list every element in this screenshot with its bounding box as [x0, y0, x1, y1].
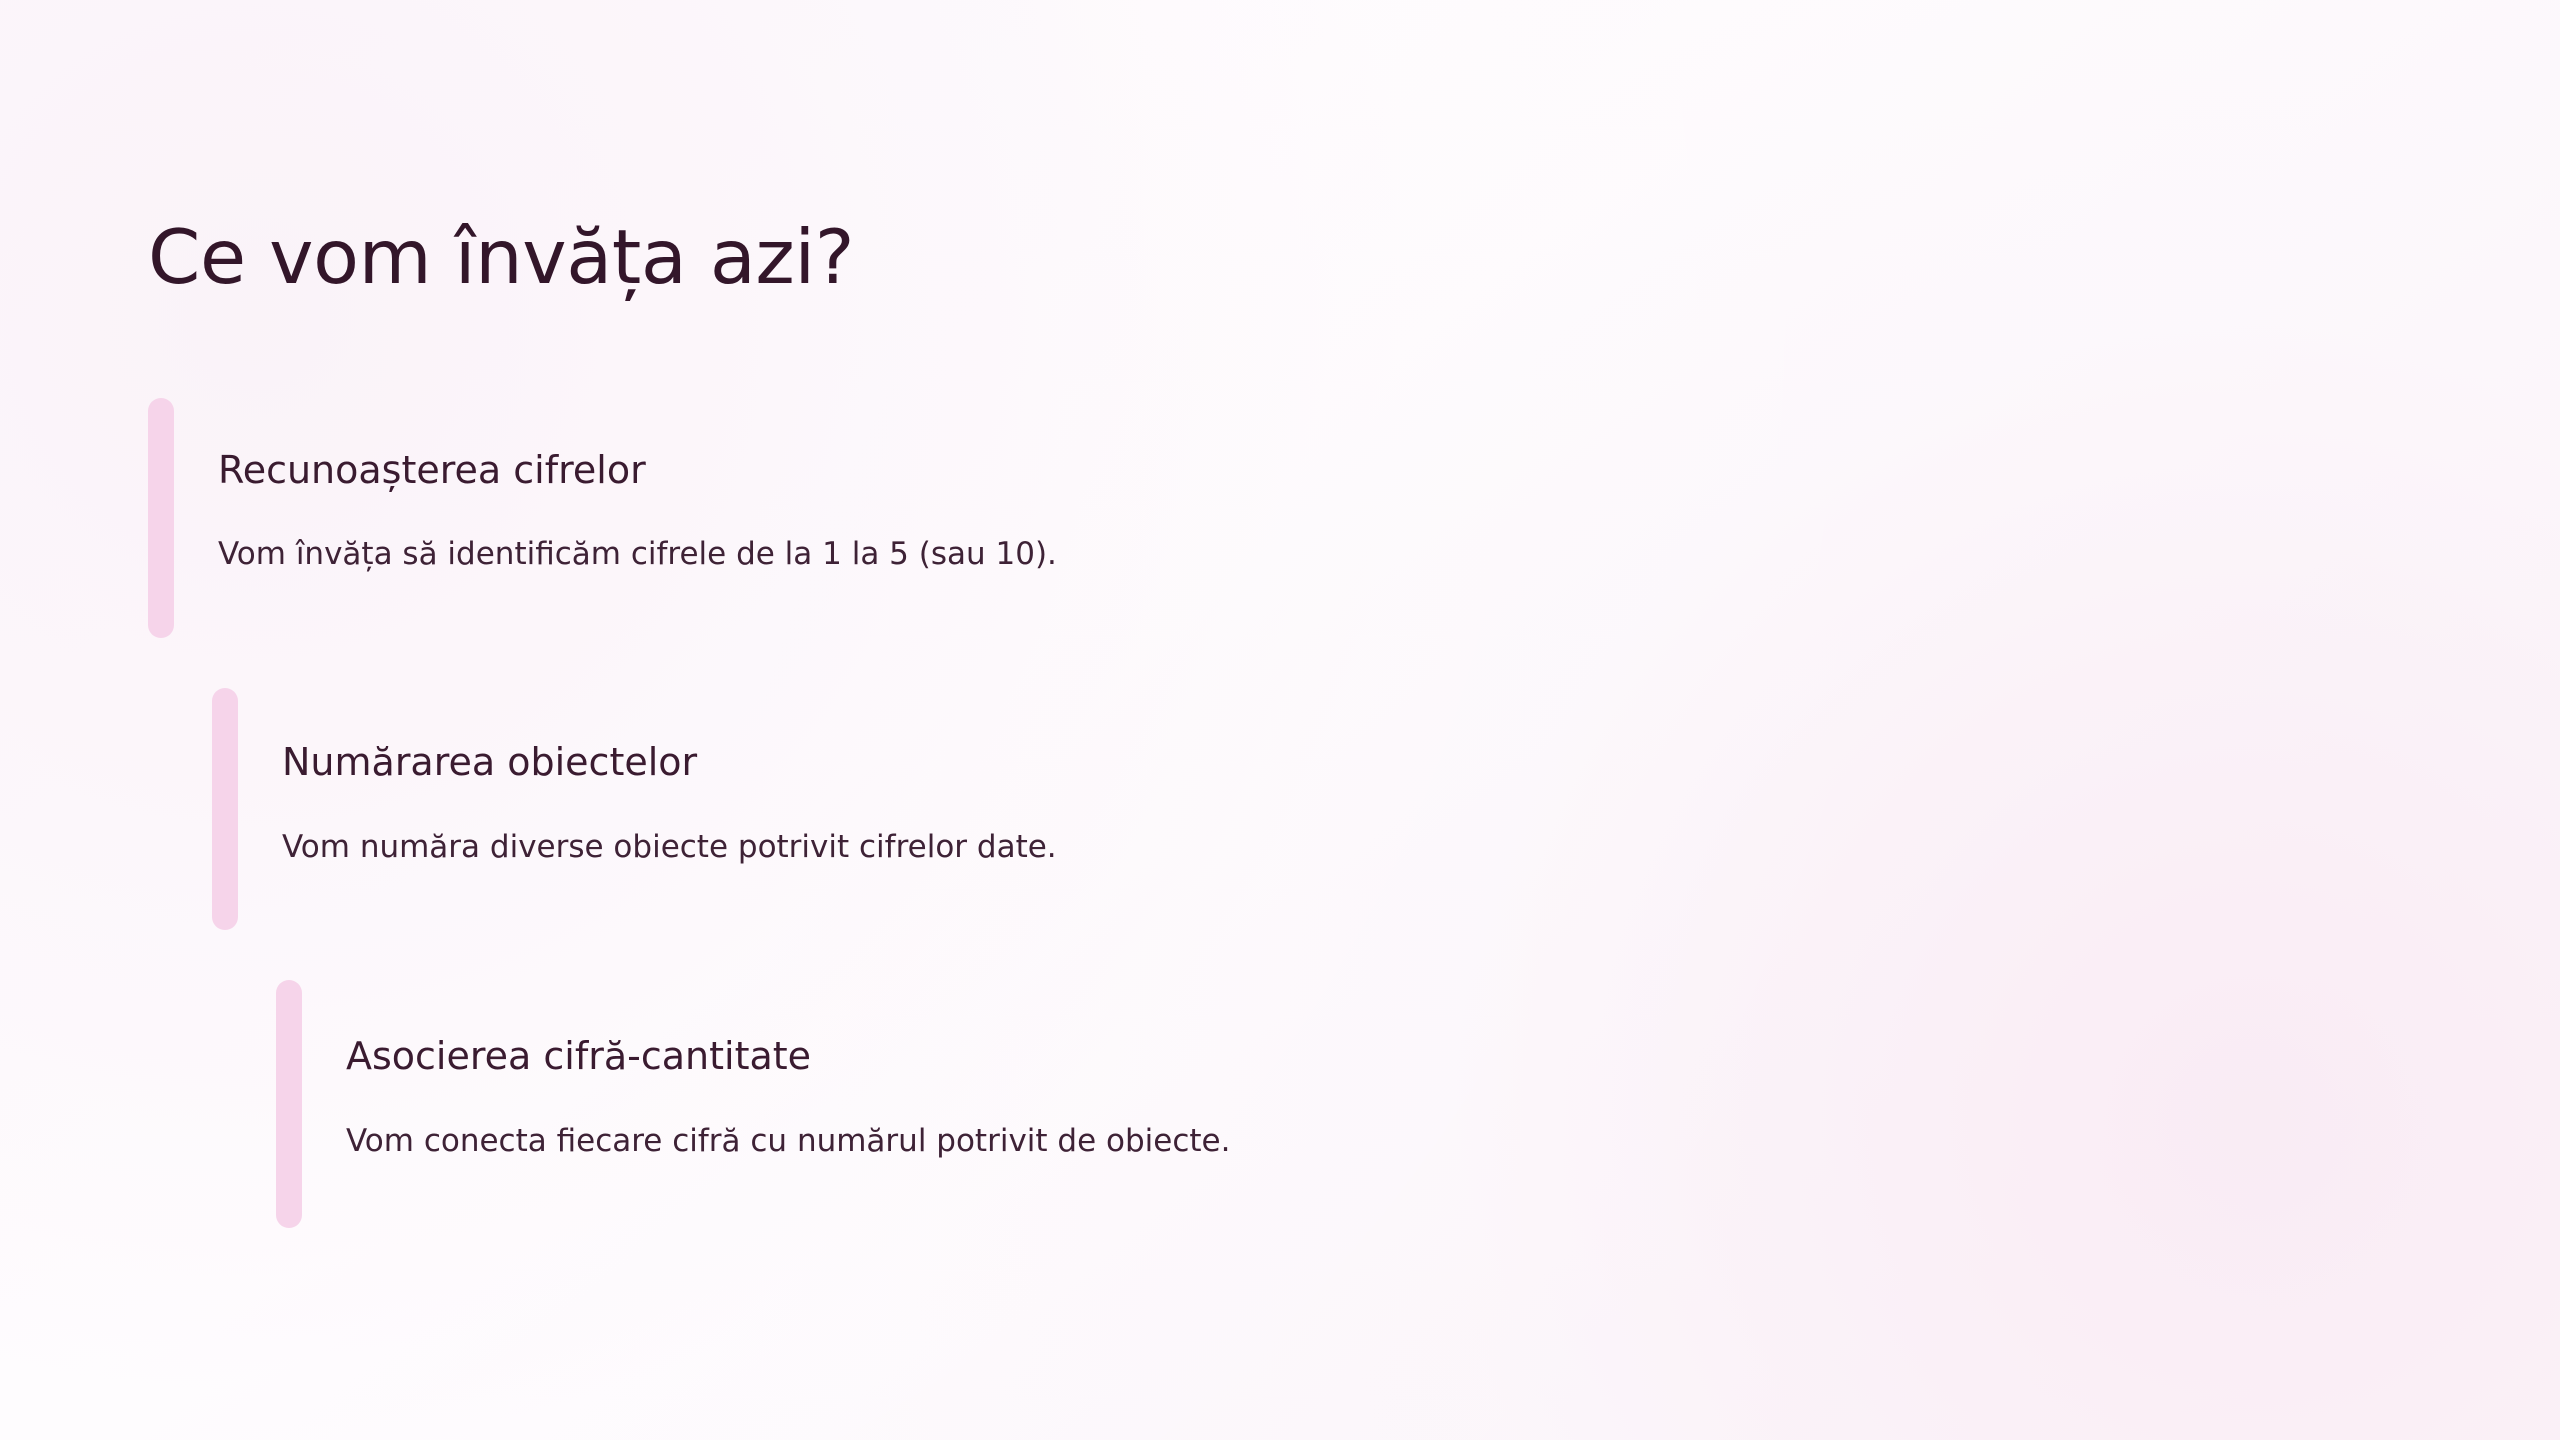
list-item-description: Vom conecta fiecare cifră cu numărul potrivit de obiecte. — [346, 1122, 1231, 1159]
list-item-heading: Recunoașterea cifrelor — [218, 448, 646, 492]
page-title: Ce vom învăța azi? — [148, 213, 855, 301]
list-item — [0, 688, 2560, 930]
list-item-content — [174, 398, 2560, 575]
list-item-heading: Numărarea obiectelor — [282, 740, 698, 784]
list-item-content — [238, 688, 2560, 868]
list-item — [0, 398, 2560, 638]
list-item-description: Vom învăța să identificăm cifrele de la 1 la 5 (sau 10). — [218, 535, 1057, 572]
accent-bar-icon — [212, 688, 238, 930]
list-item-heading: Asocierea cifră-cantitate — [346, 1034, 812, 1078]
learning-objectives-list — [0, 398, 2560, 1278]
list-item — [0, 980, 2560, 1228]
list-item-description: Vom număra diverse obiecte potrivit cifrelor date. — [282, 828, 1057, 865]
accent-bar-icon — [148, 398, 174, 638]
accent-bar-icon — [276, 980, 302, 1228]
list-item-content — [302, 980, 2560, 1162]
